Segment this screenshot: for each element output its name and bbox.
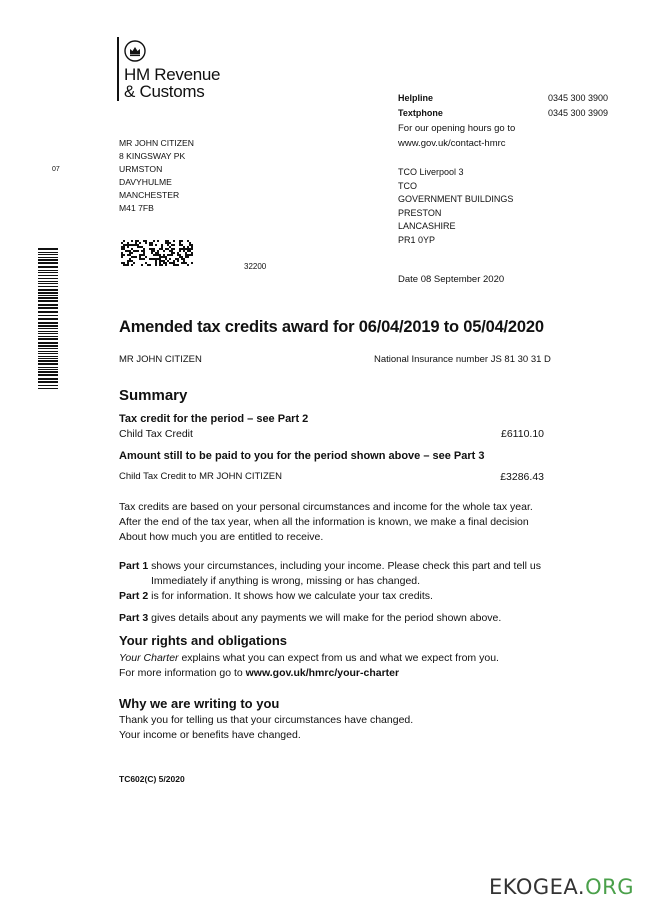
address-line: 8 KINGSWAY PK xyxy=(119,151,186,161)
crown-crest-icon xyxy=(124,40,146,62)
matrix-barcode xyxy=(121,240,193,266)
barcode-number: 32200 xyxy=(244,262,267,271)
summary-row-2-label: Child Tax Credit to MR JOHN CITIZEN xyxy=(119,471,282,482)
logo-line-2: & Customs xyxy=(124,82,205,101)
address-line: DAVYHULME xyxy=(119,177,172,187)
charter-text: explains what you can expect from us and what we expect from you. xyxy=(178,652,499,664)
part-3-line xyxy=(119,611,541,626)
ni-number: National Insurance number JS 81 30 31 D xyxy=(374,354,551,365)
office-line: PRESTON xyxy=(398,207,442,218)
helpline-label: Helpline xyxy=(398,93,434,103)
summary-row-1 xyxy=(119,428,544,440)
why-paragraph xyxy=(119,713,413,743)
office-line: LANCASHIRE xyxy=(398,221,456,231)
why-line-1: Thank you for telling us that your circumstances have changed. xyxy=(119,714,414,726)
recipient-address xyxy=(119,137,194,215)
office-line: TCO xyxy=(398,180,417,191)
helpline-number: 0345 300 3900 xyxy=(547,93,608,103)
textphone-number: 0345 300 3909 xyxy=(547,108,608,118)
summary-row-2-amount: £3286.43 xyxy=(500,471,544,483)
intro-paragraph xyxy=(119,500,533,545)
helpline-row xyxy=(398,91,608,106)
part-1-line xyxy=(119,559,541,574)
rights-heading: Your rights and obligations xyxy=(119,633,288,648)
rights-paragraph xyxy=(119,651,499,681)
logo-line-1: HM Revenue xyxy=(124,65,221,84)
office-address xyxy=(398,166,513,247)
intro-line: About how much you are entitled to receive. xyxy=(119,531,324,543)
hours-text: For our opening hours go to xyxy=(398,123,516,134)
intro-line: After the end of the tax year, when all the information is known, we make a final decision xyxy=(119,516,529,528)
claimant-name: MR JOHN CITIZEN xyxy=(119,354,202,365)
summary-heading: Summary xyxy=(119,387,188,404)
address-line: URMSTON xyxy=(119,164,163,174)
parts-list xyxy=(119,559,541,626)
hmrc-logo-text xyxy=(124,66,220,100)
part-1-continuation: Immediately if anything is wrong, missing or has changed. xyxy=(151,575,421,587)
address-line: MR JOHN CITIZEN xyxy=(119,138,194,148)
charter-line xyxy=(119,651,499,666)
summary-row-2 xyxy=(119,471,544,483)
part-2-label: Part 2 xyxy=(119,590,149,602)
watermark-accent: ORG xyxy=(585,875,634,899)
textphone-row xyxy=(398,106,608,121)
address-line: MANCHESTER xyxy=(119,190,180,200)
office-line: PR1 0YP xyxy=(398,234,436,245)
summary-row-1-amount: £6110.10 xyxy=(500,428,544,440)
textphone-label: Textphone xyxy=(398,108,443,118)
part-2-text: is for information. It shows how we calculate your tax credits. xyxy=(148,590,433,602)
summary-row-1-label: Child Tax Credit xyxy=(119,428,193,440)
more-info-text: For more information go to xyxy=(119,667,246,679)
watermark xyxy=(489,875,634,899)
charter-italic: Your Charter xyxy=(119,652,179,664)
office-line: TCO Liverpool 3 xyxy=(398,167,464,177)
summary-section-1-title: Tax credit for the period – see Part 2 xyxy=(119,413,309,425)
address-line: M41 7FB xyxy=(119,203,154,213)
part-3-label: Part 3 xyxy=(119,612,149,624)
why-line-2: Your income or benefits have changed. xyxy=(119,729,301,741)
watermark-main: EKOGEA. xyxy=(488,875,586,899)
part-2-line xyxy=(119,589,541,604)
summary-section-2-title: Amount still to be paid to you for the period shown above – see Part 3 xyxy=(119,450,485,462)
postal-barcode xyxy=(38,248,64,390)
contact-block xyxy=(398,91,608,151)
letter-date: Date 08 September 2020 xyxy=(398,274,505,285)
office-line: GOVERNMENT BUILDINGS xyxy=(398,194,514,204)
page-title: Amended tax credits award for 06/04/2019 to 05/04/2020 xyxy=(119,318,544,336)
part-1-text: shows your circumstances, including your income. Please check this part and tell us xyxy=(148,560,541,572)
part-3-text: gives details about any payments we will make for the period shown above. xyxy=(148,612,502,624)
contact-url: www.gov.uk/contact-hmrc xyxy=(398,138,506,149)
form-code: TC602(C) 5/2020 xyxy=(119,774,185,784)
logo-divider xyxy=(117,37,119,101)
more-info-line xyxy=(119,666,499,681)
part-1-label: Part 1 xyxy=(119,560,149,572)
intro-line: Tax credits are based on your personal circumstances and income for the whole tax year. xyxy=(119,501,533,513)
margin-mark: 07 xyxy=(52,166,60,173)
charter-link[interactable]: www.gov.uk/hmrc/your-charter xyxy=(245,667,400,679)
why-heading: Why we are writing to you xyxy=(119,696,280,711)
